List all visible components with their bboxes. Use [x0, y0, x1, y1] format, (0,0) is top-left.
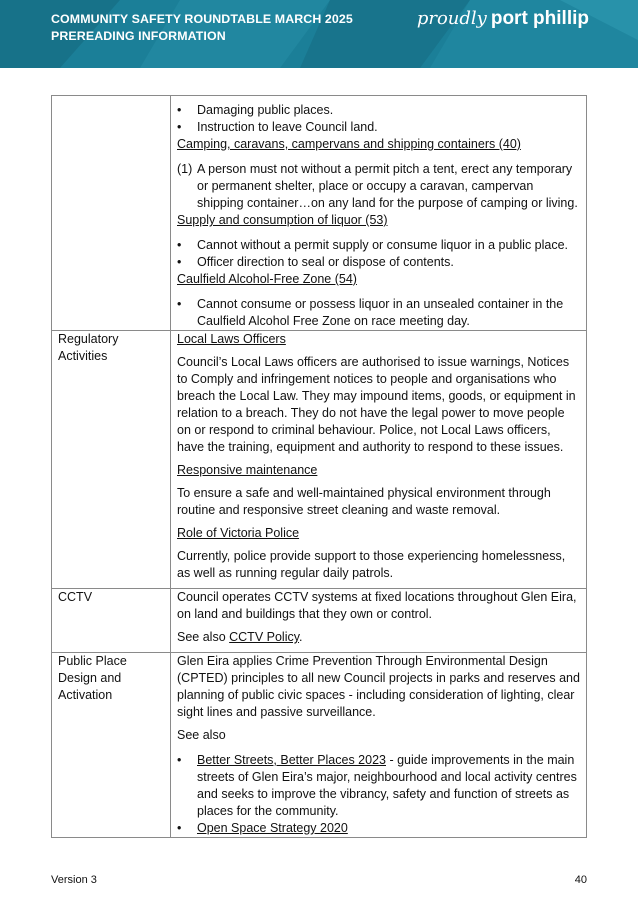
bullet-list	[177, 237, 581, 271]
paragraph: Glen Eira applies Crime Prevention Through Environmental Design (CPTED) principles to all new Council projects in parks and reserves and planning of public civic spaces - including consideration of lighting, clear sight lines and passive surveillance.	[177, 654, 580, 719]
row-label-line: Activation	[58, 688, 113, 702]
row-content-cell	[171, 589, 587, 653]
row-label-line: Regulatory	[58, 332, 119, 346]
clause-text: A person must not without a permit pitch a tent, erect any temporary or permanent shelter, place or occupy a caravan, campervan shipping container…on any land for the purpose of camping or living.	[197, 162, 578, 210]
paragraph: To ensure a safe and well-maintained physical environment through routine and responsive street cleaning and waste removal.	[177, 486, 551, 517]
section-heading-camping: Camping, caravans, campervans and shipping containers (40)	[177, 137, 521, 151]
cctv-policy-link[interactable]: CCTV Policy	[229, 630, 300, 644]
paragraph: Council’s Local Laws officers are authorised to issue warnings, Notices to Comply and infringement notices to people and organisations who breach the Local Law. They may impound items, goods, or equipment in relation to a breach. They do not have the legal power to move people on or respond to criminal behaviour. Police, not Local Laws officers, have the training, equipment and authority to respond to these issues.	[177, 355, 576, 454]
logo-script-text: proudly	[416, 8, 487, 29]
see-also-label: See also	[177, 728, 226, 742]
row-label-cell	[52, 331, 171, 589]
list-item: • Instruction to leave Council land.	[177, 119, 581, 136]
row-label-cell	[52, 96, 171, 331]
see-also-prefix: See also	[177, 630, 230, 644]
list-item-text: - guide improvements in the main streets of Glen Eira’s major, neighbourhood and local activity centres and seeks to improve the vibrancy, safety and function of streets as places for the community.	[197, 753, 577, 818]
section-heading-officers: Local Laws Officers	[177, 332, 286, 346]
list-item: • Cannot without a permit supply or consume liquor in a public place.	[177, 237, 581, 254]
footer-version: Version 3	[51, 874, 97, 886]
clause-number: (1)	[177, 162, 193, 176]
logo-brand-text: port phillip	[490, 8, 589, 29]
numbered-clause	[177, 161, 581, 212]
bullet-list	[177, 752, 581, 837]
header-title-line1: COMMUNITY SAFETY ROUNDTABLE MARCH 2025	[51, 12, 353, 26]
row-label-cell	[52, 589, 171, 653]
open-space-strategy-link[interactable]: Open Space Strategy 2020	[197, 821, 348, 835]
local-laws-table	[51, 95, 587, 838]
list-item	[177, 752, 581, 820]
section-heading-caulfield: Caulfield Alcohol-Free Zone (54)	[177, 272, 357, 286]
table-row	[52, 331, 587, 589]
footer-page-number: 40	[574, 874, 587, 886]
table-row	[52, 653, 587, 838]
see-also-line	[177, 629, 581, 646]
page-header	[0, 0, 638, 68]
row-label-line: Activities	[58, 349, 108, 363]
table-row	[52, 589, 587, 653]
row-label-cell	[52, 653, 171, 838]
row-label-line: Design and	[58, 671, 122, 685]
bullet-list	[177, 296, 581, 330]
list-item	[177, 820, 581, 837]
table-row	[52, 96, 587, 331]
header-title	[51, 11, 353, 45]
section-heading-maintenance: Responsive maintenance	[177, 463, 318, 477]
row-content-cell	[171, 96, 587, 331]
section-heading-police: Role of Victoria Police	[177, 526, 300, 540]
list-item: • Damaging public places.	[177, 102, 581, 119]
row-label-line: CCTV	[58, 590, 93, 604]
better-streets-link[interactable]: Better Streets, Better Places 2023	[197, 753, 386, 767]
paragraph: Council operates CCTV systems at fixed locations throughout Glen Eira, on land and buildings that they own or control.	[177, 590, 577, 621]
bullet-list	[177, 102, 581, 136]
list-item: • Cannot consume or possess liquor in an unsealed container in the Caulfield Alcohol Free Zone on race meeting day.	[177, 296, 581, 330]
header-title-line2: PREREADING INFORMATION	[51, 29, 226, 43]
see-also-suffix: .	[299, 630, 303, 644]
port-phillip-logo	[417, 8, 589, 30]
row-content-cell	[171, 331, 587, 589]
paragraph: Currently, police provide support to those experiencing homelessness, as well as running regular daily patrols.	[177, 549, 566, 580]
section-heading-liquor: Supply and consumption of liquor (53)	[177, 213, 388, 227]
list-item: • Officer direction to seal or dispose of contents.	[177, 254, 581, 271]
row-label-line: Public Place	[58, 654, 127, 668]
row-content-cell	[171, 653, 587, 838]
